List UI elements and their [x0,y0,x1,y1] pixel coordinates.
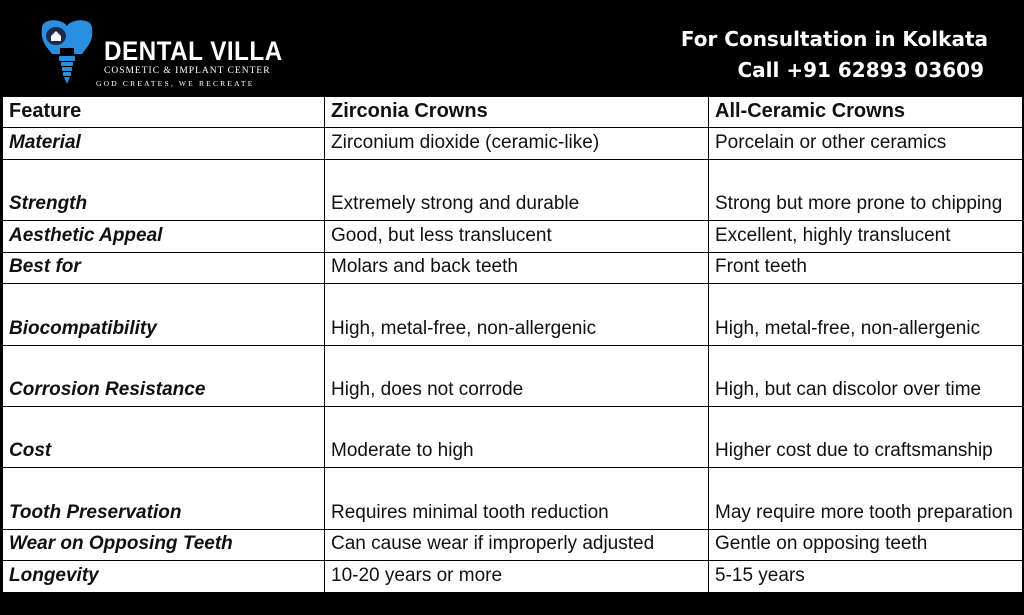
zirconia-cell: High, metal-free, non-allergenic [325,284,709,345]
zirconia-cell: Molars and back teeth [325,252,709,284]
comparison-table [2,96,1023,593]
all-ceramic-cell: High, but can discolor over time [709,345,1023,406]
all-ceramic-cell: Strong but more prone to chipping [709,159,1023,220]
table-row [3,345,1023,406]
feature-cell: Tooth Preservation [3,468,325,529]
all-ceramic-cell: Excellent, highly translucent [709,220,1023,252]
table-row [3,159,1023,220]
table-row [3,252,1023,284]
zirconia-cell: Moderate to high [325,406,709,467]
zirconia-cell: Zirconium dioxide (ceramic-like) [325,128,709,160]
zirconia-cell: Good, but less translucent [325,220,709,252]
all-ceramic-cell: Porcelain or other ceramics [709,128,1023,160]
feature-cell: Best for [3,252,325,284]
zirconia-cell: Requires minimal tooth reduction [325,468,709,529]
all-ceramic-cell: Gentle on opposing teeth [709,529,1023,561]
table-row [3,284,1023,345]
all-ceramic-cell: May require more tooth preparation [709,468,1023,529]
comparison-table-container [2,96,1022,593]
feature-cell: Biocompatibility [3,284,325,345]
all-ceramic-cell: Front teeth [709,252,1023,284]
consultation-line: For Consultation in Kolkata [680,27,988,51]
consultation-info [681,26,988,83]
table-row [3,406,1023,467]
table-row [3,220,1023,252]
all-ceramic-cell: Higher cost due to craftsmanship [709,406,1023,467]
feature-cell: Strength [3,159,325,220]
brand-logo [34,14,284,90]
feature-cell: Material [3,128,325,160]
feature-cell: Corrosion Resistance [3,345,325,406]
zirconia-cell: 10-20 years or more [325,561,709,593]
all-ceramic-cell: High, metal-free, non-allergenic [709,284,1023,345]
brand-tagline: GOD CREATES, WE RECREATE [96,79,255,88]
feature-cell: Aesthetic Appeal [3,220,325,252]
table-row [3,529,1023,561]
feature-cell: Longevity [3,561,325,593]
header-banner [0,0,1024,96]
header-feature: Feature [3,97,325,128]
zirconia-cell: Extremely strong and durable [325,159,709,220]
feature-cell: Wear on Opposing Teeth [3,529,325,561]
header-all-ceramic: All-Ceramic Crowns [709,97,1023,128]
footer-bar [0,593,1024,615]
zirconia-cell: Can cause wear if improperly adjusted [325,529,709,561]
header-zirconia: Zirconia Crowns [325,97,709,128]
table-row [3,561,1023,593]
phone-number: Call +91 62893 03609 [737,58,984,82]
brand-name: DENTAL VILLA [104,36,283,66]
table-row [3,468,1023,529]
feature-cell: Cost [3,406,325,467]
table-header-row [3,97,1023,128]
tooth-implant-icon [34,18,100,88]
all-ceramic-cell: 5-15 years [709,561,1023,593]
brand-subtitle: COSMETIC & IMPLANT CENTER [104,66,271,76]
table-row [3,128,1023,160]
zirconia-cell: High, does not corrode [325,345,709,406]
